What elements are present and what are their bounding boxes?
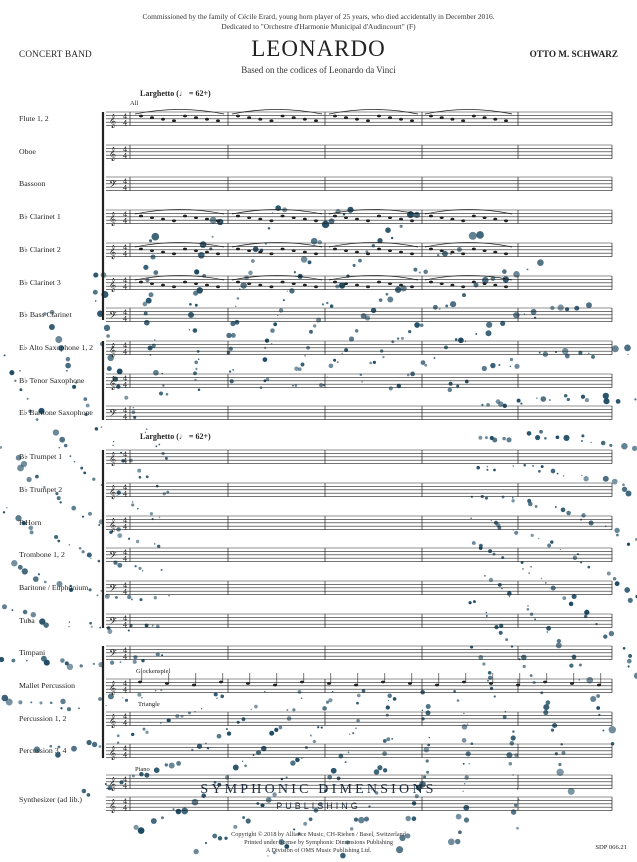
time-signature: 4 bbox=[123, 146, 128, 154]
note-head bbox=[216, 252, 220, 255]
note-head bbox=[150, 116, 154, 119]
note-head bbox=[377, 248, 381, 251]
time-signature: 4 bbox=[123, 680, 128, 688]
note-head bbox=[366, 219, 370, 222]
note-head bbox=[192, 684, 196, 687]
dedication-line-1: Commissioned by the family of Cécile Erard, young horn player of 25 years, who died accidentally in December 2016. bbox=[142, 12, 495, 21]
note-head bbox=[183, 248, 187, 251]
note-head bbox=[205, 118, 209, 121]
time-signature: 4 bbox=[123, 178, 128, 186]
instrument-name: Oboe bbox=[19, 147, 36, 156]
note-head bbox=[269, 285, 273, 288]
instrument-name: B♭ Clarinet 2 bbox=[19, 245, 61, 254]
note-head bbox=[300, 681, 304, 684]
clef-icon: 𝄞 bbox=[109, 342, 117, 357]
note-head bbox=[172, 252, 176, 255]
note-head bbox=[388, 116, 392, 119]
note-head bbox=[281, 248, 285, 251]
publisher-logo bbox=[0, 782, 637, 811]
time-signature: 4 bbox=[123, 211, 128, 219]
note-head bbox=[388, 249, 392, 252]
time-signature: 4 bbox=[123, 751, 128, 760]
note-head bbox=[236, 115, 240, 118]
time-signature: 4 bbox=[123, 250, 128, 259]
note-head bbox=[183, 115, 187, 118]
time-signature: 4 bbox=[123, 217, 128, 226]
note-head bbox=[161, 251, 165, 254]
time-signature: 4 bbox=[123, 244, 128, 252]
instrument-name: Mallet Percussion bbox=[19, 681, 76, 690]
time-signature: 4 bbox=[123, 719, 128, 728]
clef-icon: 𝄞 bbox=[109, 517, 117, 532]
note-head bbox=[216, 219, 220, 222]
note-head bbox=[139, 248, 143, 251]
instrument-name: Tuba bbox=[19, 616, 35, 625]
note-head bbox=[493, 284, 497, 287]
note-head bbox=[355, 118, 359, 121]
piano-label: Piano bbox=[135, 766, 150, 773]
note-head bbox=[269, 119, 273, 122]
dedication-line-2: Dedicated to "Orchestre d'Harmonie Municipal d'Audincourt" (F) bbox=[221, 21, 416, 31]
all-label: All bbox=[130, 100, 139, 107]
note-head bbox=[183, 281, 187, 284]
time-signature: 4 bbox=[123, 451, 128, 459]
note-head bbox=[450, 218, 454, 221]
note-head bbox=[543, 681, 547, 684]
clef-icon: 𝄞 bbox=[109, 211, 117, 226]
note-head bbox=[504, 119, 508, 122]
instrument-name: Trombone 1, 2 bbox=[19, 550, 65, 559]
clef-icon: 𝄢 bbox=[109, 647, 117, 662]
note-head bbox=[388, 282, 392, 285]
note-head bbox=[410, 285, 414, 288]
note-head bbox=[236, 248, 240, 251]
clef-icon: 𝄢 bbox=[109, 582, 117, 597]
copyright-line: Printed under license by Symphonic Dimensions Publishing bbox=[244, 839, 393, 846]
clef-icon: 𝄢 bbox=[109, 309, 117, 324]
note-head bbox=[388, 216, 392, 219]
note-head bbox=[161, 218, 165, 221]
time-signature: 4 bbox=[123, 375, 128, 383]
note-head bbox=[366, 285, 370, 288]
note-head bbox=[247, 216, 251, 219]
time-signature: 4 bbox=[123, 283, 128, 292]
note-head bbox=[314, 285, 318, 288]
note-head bbox=[410, 252, 414, 255]
note-head bbox=[381, 681, 385, 684]
note-head bbox=[292, 249, 296, 252]
note-head bbox=[355, 251, 359, 254]
note-head bbox=[281, 281, 285, 284]
note-head bbox=[333, 248, 337, 251]
note-head bbox=[429, 215, 433, 218]
note-head bbox=[216, 119, 220, 122]
note-head bbox=[314, 252, 318, 255]
note-head bbox=[138, 681, 142, 684]
instrument-name: Percussion 3, 4 bbox=[19, 746, 67, 755]
note-head bbox=[303, 218, 307, 221]
note-head bbox=[236, 215, 240, 218]
note-head bbox=[377, 215, 381, 218]
instrument-name: B♭ Trumpet 2 bbox=[19, 485, 63, 494]
time-signature: 4 bbox=[123, 582, 128, 590]
time-signature: 4 bbox=[123, 804, 128, 813]
note-head bbox=[461, 219, 465, 222]
note-head bbox=[366, 252, 370, 255]
note-head bbox=[172, 219, 176, 222]
note-head bbox=[194, 116, 198, 119]
note-head bbox=[292, 116, 296, 119]
instrument-name: Timpani bbox=[19, 648, 46, 657]
time-signature: 4 bbox=[123, 113, 128, 121]
time-signature: 4 bbox=[123, 782, 128, 791]
instrument-name: E♭ Baritone Saxophone bbox=[19, 408, 93, 417]
clef-icon: 𝄞 bbox=[109, 713, 117, 728]
instrument-name: Baritone / Euphonium bbox=[19, 583, 89, 592]
instrument-name: B♭ Clarinet 1 bbox=[19, 212, 61, 221]
clef-icon: 𝄢 bbox=[109, 407, 117, 422]
note-head bbox=[303, 118, 307, 121]
note-head bbox=[333, 215, 337, 218]
note-head bbox=[516, 684, 520, 687]
note-head bbox=[314, 219, 318, 222]
time-signature: 4 bbox=[123, 588, 128, 597]
note-head bbox=[597, 684, 601, 687]
note-head bbox=[258, 284, 262, 287]
note-head bbox=[450, 284, 454, 287]
note-head bbox=[150, 282, 154, 285]
time-signature: 4 bbox=[123, 523, 128, 532]
note-head bbox=[440, 216, 444, 219]
time-signature: 4 bbox=[123, 549, 128, 557]
note-head bbox=[461, 119, 465, 122]
note-head bbox=[450, 251, 454, 254]
note-head bbox=[377, 115, 381, 118]
clef-icon: 𝄢 bbox=[109, 549, 117, 564]
instrument-name: Percussion 1, 2 bbox=[19, 714, 67, 723]
note-head bbox=[247, 282, 251, 285]
time-signature: 4 bbox=[123, 615, 128, 623]
note-head bbox=[410, 219, 414, 222]
clef-icon: 𝄞 bbox=[109, 375, 117, 390]
instrument-name: Bassoon bbox=[19, 179, 46, 188]
note-head bbox=[399, 118, 403, 121]
time-signature: 4 bbox=[123, 686, 128, 695]
note-head bbox=[489, 682, 493, 685]
note-head bbox=[461, 285, 465, 288]
note-head bbox=[472, 281, 476, 284]
note-head bbox=[258, 118, 262, 121]
time-signature: 4 bbox=[123, 776, 128, 784]
glockenspiel-label: Glockenspiel bbox=[136, 668, 171, 675]
note-head bbox=[410, 119, 414, 122]
note-head bbox=[205, 284, 209, 287]
note-head bbox=[139, 215, 143, 218]
note-head bbox=[194, 216, 198, 219]
note-head bbox=[247, 249, 251, 252]
note-head bbox=[504, 285, 508, 288]
note-head bbox=[194, 249, 198, 252]
note-head bbox=[399, 218, 403, 221]
clef-icon: 𝄞 bbox=[109, 680, 117, 695]
note-head bbox=[236, 281, 240, 284]
triangle-label: Triangle bbox=[138, 701, 160, 708]
note-head bbox=[161, 118, 165, 121]
clef-icon: 𝄞 bbox=[109, 745, 117, 760]
note-head bbox=[139, 281, 143, 284]
instrument-name: Flute 1, 2 bbox=[19, 114, 49, 123]
note-head bbox=[429, 281, 433, 284]
note-head bbox=[440, 116, 444, 119]
time-signature: 4 bbox=[123, 277, 128, 285]
note-head bbox=[570, 682, 574, 685]
time-signature: 4 bbox=[123, 184, 128, 193]
note-head bbox=[366, 119, 370, 122]
copyright-line: Copyright © 2018 by Alliance Music, CH-Riehen / Basel, Switzerland bbox=[231, 831, 406, 838]
time-signature: 4 bbox=[123, 798, 128, 806]
time-signature: 4 bbox=[123, 342, 128, 350]
time-signature: 4 bbox=[123, 653, 128, 662]
note-head bbox=[292, 216, 296, 219]
note-head bbox=[292, 282, 296, 285]
note-head bbox=[150, 216, 154, 219]
instrument-name: B♭ Tenor Saxophone bbox=[19, 376, 85, 385]
note-head bbox=[493, 218, 497, 221]
note-head bbox=[355, 218, 359, 221]
instrument-name: Synthesizer (ad lib.) bbox=[19, 795, 83, 804]
ensemble-label: CONCERT BAND bbox=[19, 49, 92, 59]
time-signature: 4 bbox=[123, 309, 128, 317]
note-head bbox=[483, 249, 487, 252]
note-head bbox=[314, 119, 318, 122]
note-head bbox=[269, 219, 273, 222]
note-head bbox=[462, 681, 466, 684]
time-signature: 4 bbox=[123, 381, 128, 390]
clef-icon: 𝄞 bbox=[109, 113, 117, 128]
note-head bbox=[172, 119, 176, 122]
note-head bbox=[399, 251, 403, 254]
copyright-notice bbox=[0, 831, 637, 855]
note-head bbox=[483, 216, 487, 219]
note-head bbox=[333, 115, 337, 118]
note-head bbox=[219, 681, 223, 684]
note-head bbox=[258, 218, 262, 221]
clef-icon: 𝄞 bbox=[109, 244, 117, 259]
clef-icon: 𝄞 bbox=[109, 451, 117, 466]
clef-icon: 𝄞 bbox=[109, 277, 117, 292]
note-head bbox=[355, 284, 359, 287]
note-head bbox=[440, 282, 444, 285]
subtitle: Based on the codices of Leonardo da Vinci bbox=[241, 65, 396, 75]
note-head bbox=[483, 282, 487, 285]
note-head bbox=[429, 115, 433, 118]
note-head bbox=[205, 218, 209, 221]
note-head bbox=[344, 282, 348, 285]
time-signature: 4 bbox=[123, 457, 128, 466]
note-head bbox=[429, 248, 433, 251]
time-signature: 4 bbox=[123, 413, 128, 422]
note-head bbox=[408, 682, 412, 685]
note-head bbox=[258, 251, 262, 254]
time-signature: 4 bbox=[123, 315, 128, 324]
note-head bbox=[377, 281, 381, 284]
time-signature: 4 bbox=[123, 484, 128, 492]
instrument-name: F Horn bbox=[19, 518, 42, 527]
note-head bbox=[344, 216, 348, 219]
note-head bbox=[281, 115, 285, 118]
publisher-name: SYMPHONIC DIMENSIONS bbox=[200, 782, 437, 797]
copyright-line: A Division of OMS Music Publishing Ltd. bbox=[265, 847, 372, 854]
time-signature: 4 bbox=[123, 517, 128, 525]
composer-name: OTTO M. SCHWARZ bbox=[529, 49, 618, 59]
time-signature: 4 bbox=[123, 152, 128, 161]
note-head bbox=[172, 285, 176, 288]
note-head bbox=[327, 682, 331, 685]
time-signature: 4 bbox=[123, 713, 128, 721]
clef-icon: 𝄢 bbox=[109, 615, 117, 630]
time-signature: 4 bbox=[123, 745, 128, 753]
instrument-name: B♭ Trumpet 1 bbox=[19, 452, 63, 461]
note-head bbox=[216, 285, 220, 288]
clef-icon: 𝄢 bbox=[109, 178, 117, 193]
note-head bbox=[344, 249, 348, 252]
catalog-number: SDP 066.21 bbox=[595, 844, 627, 851]
note-head bbox=[281, 215, 285, 218]
clef-icon: 𝄞 bbox=[109, 146, 117, 161]
note-head bbox=[269, 252, 273, 255]
instrument-name: E♭ Alto Saxophone 1, 2 bbox=[19, 343, 94, 352]
note-head bbox=[194, 282, 198, 285]
note-head bbox=[139, 115, 143, 118]
note-head bbox=[344, 116, 348, 119]
note-head bbox=[493, 251, 497, 254]
note-head bbox=[450, 118, 454, 121]
note-head bbox=[333, 281, 337, 284]
note-head bbox=[165, 682, 169, 685]
time-signature: 4 bbox=[123, 555, 128, 564]
clef-icon: 𝄞 bbox=[109, 776, 117, 791]
note-head bbox=[435, 684, 439, 687]
time-signature: 4 bbox=[123, 490, 128, 499]
note-head bbox=[303, 251, 307, 254]
note-head bbox=[246, 682, 250, 685]
note-head bbox=[461, 252, 465, 255]
note-head bbox=[504, 219, 508, 222]
note-head bbox=[303, 284, 307, 287]
note-head bbox=[483, 116, 487, 119]
note-head bbox=[183, 215, 187, 218]
time-signature: 4 bbox=[123, 348, 128, 357]
note-head bbox=[504, 252, 508, 255]
note-head bbox=[150, 249, 154, 252]
time-signature: 4 bbox=[123, 647, 128, 655]
note-head bbox=[161, 284, 165, 287]
clef-icon: 𝄞 bbox=[109, 798, 117, 813]
note-head bbox=[354, 684, 358, 687]
note-head bbox=[273, 684, 277, 687]
note-head bbox=[247, 116, 251, 119]
time-signature: 4 bbox=[123, 621, 128, 630]
page-title: LEONARDO bbox=[251, 36, 386, 61]
clef-icon: 𝄞 bbox=[109, 484, 117, 499]
tempo-mark-brass: Larghetto (♩ = 62+) bbox=[140, 432, 211, 441]
instrument-name: B♭ Clarinet 3 bbox=[19, 278, 61, 287]
note-head bbox=[493, 118, 497, 121]
publisher-subname: PUBLISHING bbox=[276, 801, 361, 811]
time-signature: 4 bbox=[123, 407, 128, 415]
note-head bbox=[440, 249, 444, 252]
note-head bbox=[472, 215, 476, 218]
note-head bbox=[472, 248, 476, 251]
note-head bbox=[205, 251, 209, 254]
note-head bbox=[399, 284, 403, 287]
tempo-mark-top: Larghetto (♩ = 62+) bbox=[140, 89, 211, 98]
time-signature: 4 bbox=[123, 119, 128, 128]
note-head bbox=[472, 115, 476, 118]
instrument-name: B♭ Bass Clarinet bbox=[19, 310, 72, 319]
